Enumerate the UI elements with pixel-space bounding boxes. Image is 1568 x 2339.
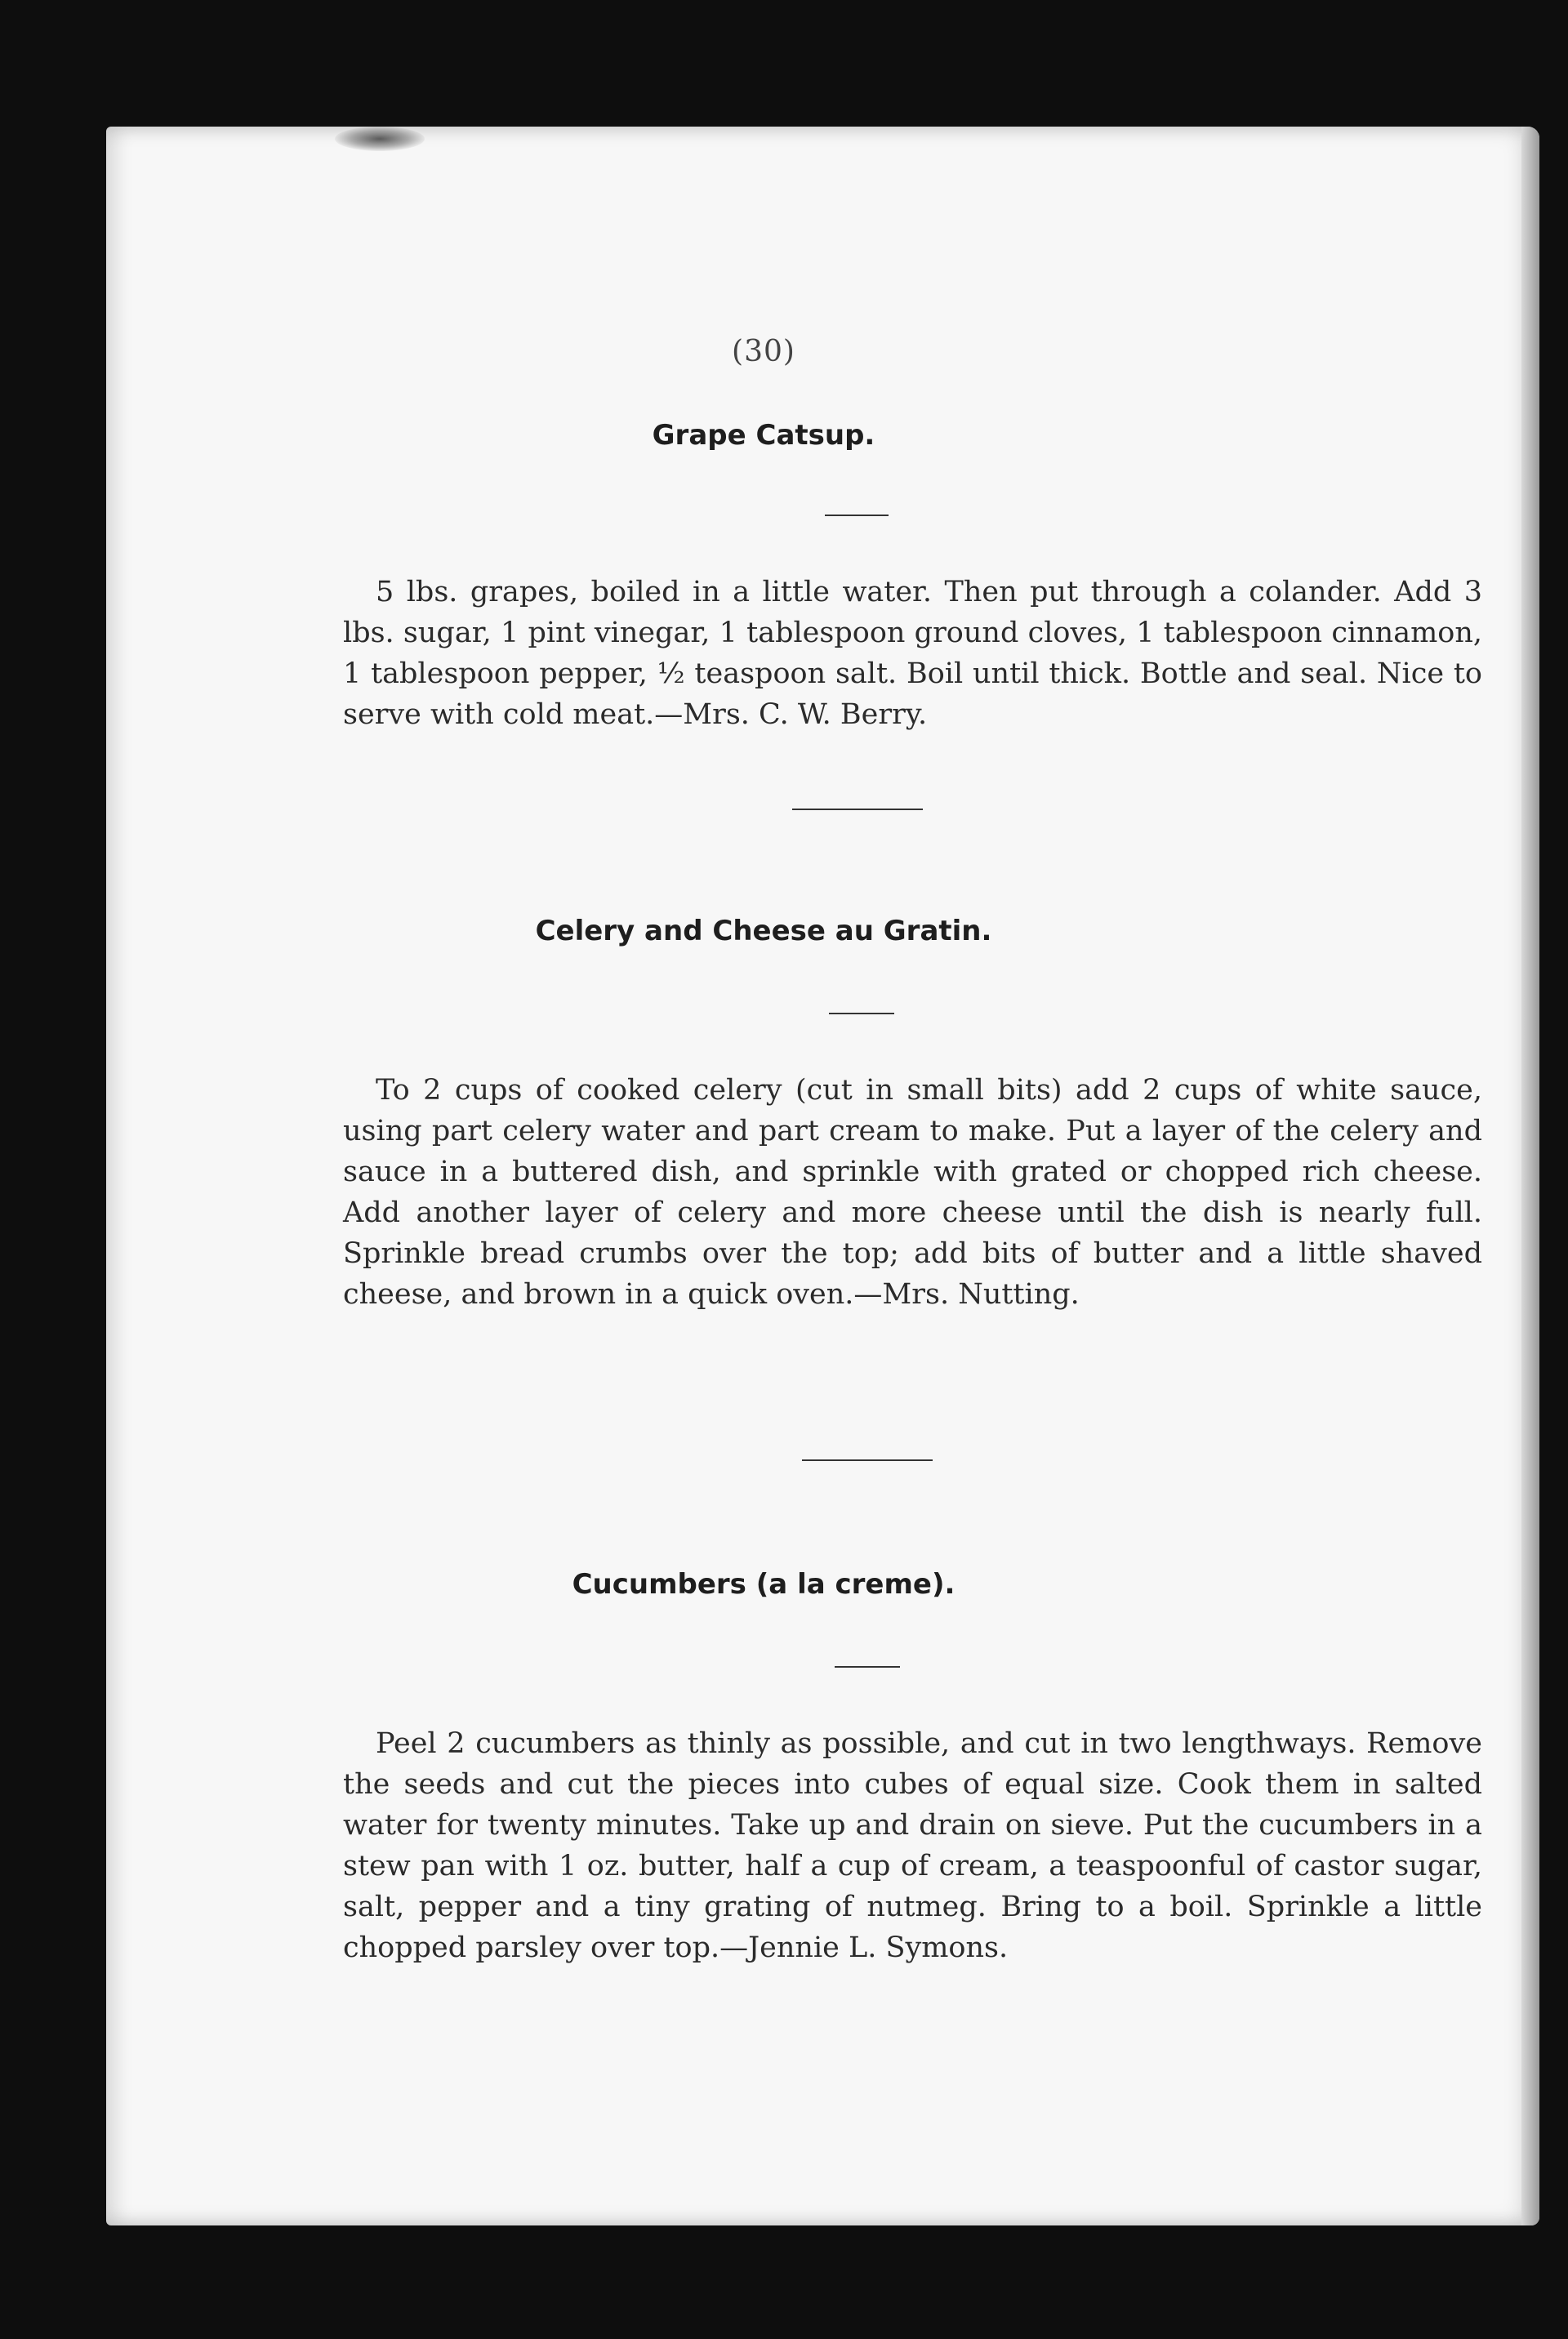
short-divider bbox=[829, 1013, 894, 1014]
short-divider bbox=[825, 515, 889, 516]
section-divider bbox=[802, 1459, 933, 1461]
recipe-body-grape-catsup: 5 lbs. grapes, boiled in a little water. Then put through a colander. Add 3 lbs. sugar, 1 pint vinegar, 1 tablespoon ground cloves, 1 tablespoon cinnamon, 1 tablespoon pepper, ½ teaspoon salt. Boil until thick. Bottle and seal. Nice to serve with cold meat.—Mrs. C. W. Berry. bbox=[343, 576, 1482, 731]
recipe-body-celery-cheese: To 2 cups of cooked celery (cut in small bits) add 2 cups of white sauce, using part celery water and part cream to make. Put a layer of the celery and sauce in a buttered dish, and sprinkle with grated or chopped rich cheese. Add another layer of celery and more cheese until the dish is nearly full. Sprinkle bread crumbs over the top; add bits of butter and a little shaved cheese, and brown in a quick oven.—Mrs. Nutting. bbox=[343, 1074, 1482, 1311]
page-number: (30) bbox=[732, 335, 795, 368]
recipe-title-celery-cheese: Celery and Cheese au Gratin. bbox=[535, 915, 992, 947]
recipe-title-cucumbers: Cucumbers (a la creme). bbox=[572, 1568, 956, 1601]
recipe-title-grape-catsup: Grape Catsup. bbox=[652, 419, 875, 452]
page-content bbox=[106, 127, 1539, 2225]
recipe-body-cucumbers: Peel 2 cucumbers as thinly as possible, and cut in two lengthways. Remove the seeds and cut the pieces into cubes of equal size. Cook them in salted water for twenty minutes. Take up and drain on sieve. Put the cucumbers in a stew pan with 1 oz. butter, half a cup of cream, a teaspoonful of castor sugar, salt, pepper and a tiny grating of nutmeg. Bring to a boil. Sprinkle a little chopped parsley over top.—Jennie L. Symons. bbox=[343, 1727, 1482, 1964]
section-divider bbox=[792, 809, 923, 810]
book-page bbox=[106, 127, 1539, 2225]
short-divider bbox=[835, 1666, 900, 1668]
